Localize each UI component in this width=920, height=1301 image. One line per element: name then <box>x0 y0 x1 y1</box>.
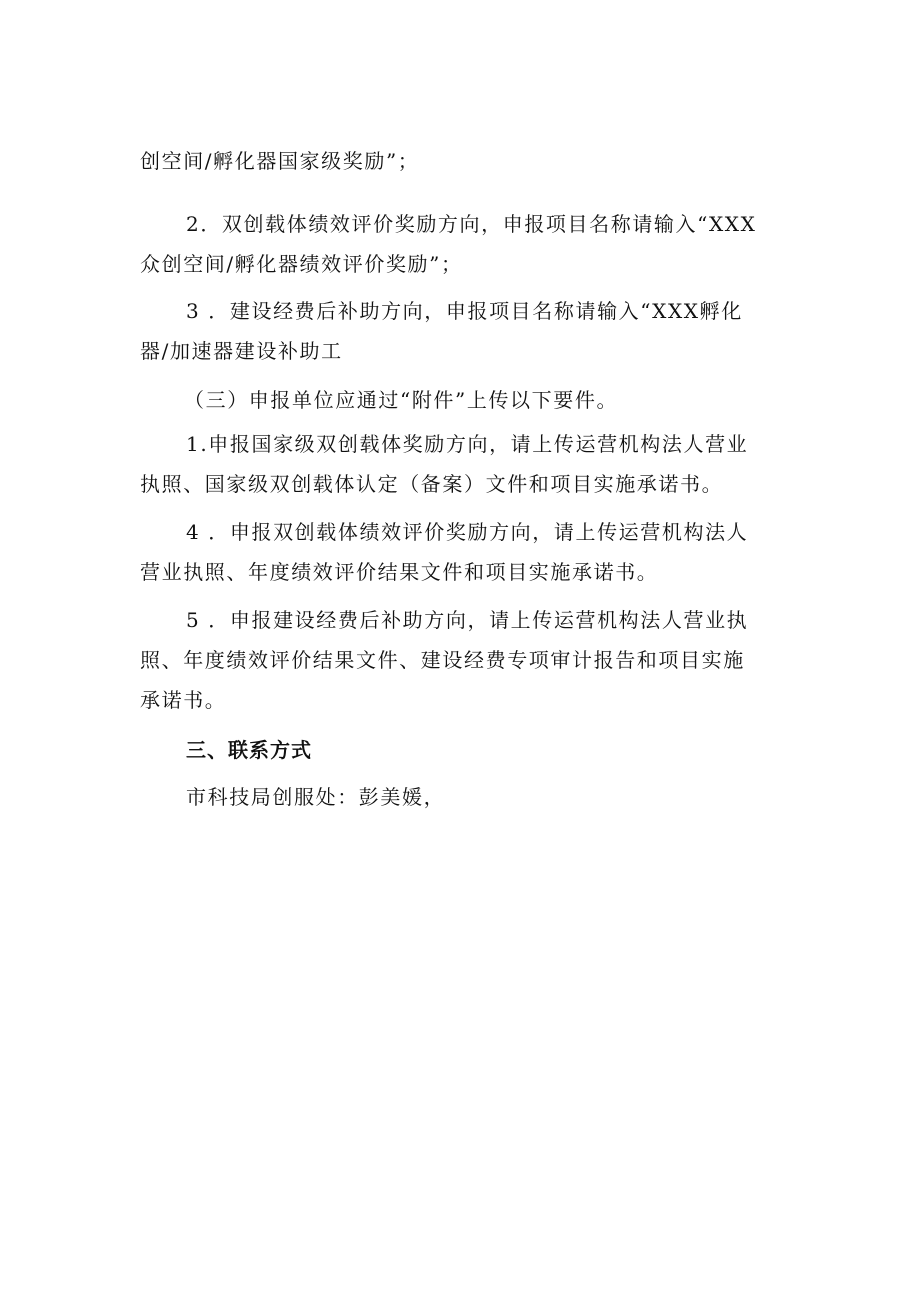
heading-text: 三、联系方式 <box>186 738 312 762</box>
paragraph-contact-person <box>140 777 790 817</box>
text-line: 营业执照、年度绩效评价结果文件和项目实施承诺书。 <box>140 560 659 584</box>
paragraph-attach-item-5 <box>140 600 790 720</box>
paragraph-attach-item-4 <box>140 512 790 592</box>
text-line: 4 ．申报双创载体绩效评价奖励方向，请上传运营机构法人 <box>186 520 749 544</box>
text-line: 1.申报国家级双创载体奖励方向，请上传运营机构法人营业 <box>186 432 749 456</box>
text-line: 3 ．建设经费后补助方向，申报项目名称请输入“XXX孵化 <box>186 299 743 323</box>
text-line: 照、年度绩效评价结果文件、建设经费专项审计报告和项目实施 <box>140 648 745 672</box>
text-line: 器/加速器建设补助工 <box>140 339 343 363</box>
text-line: 承诺书。 <box>140 688 227 712</box>
paragraph-attach-item-1 <box>140 424 790 504</box>
paragraph-item-2-performance <box>140 204 790 284</box>
text-line: 众创空间/孵化器绩效评价奖励”； <box>140 252 463 276</box>
paragraph-item-3-construction <box>140 291 790 371</box>
text-line: 执照、国家级双创载体认定（备案）文件和项目实施承诺书。 <box>140 472 724 496</box>
text-line: 市科技局创服处：彭美媛， <box>186 785 446 809</box>
paragraph-section-3-attachments <box>140 380 790 420</box>
text-line: 2．双创载体绩效评价奖励方向，申报项目名称请输入“XXX <box>186 212 757 236</box>
text-line: 5 ．申报建设经费后补助方向，请上传运营机构法人营业执 <box>186 608 749 632</box>
paragraph-award-national-tail <box>140 141 790 181</box>
text-line: 创空间/孵化器国家级奖励”； <box>140 149 420 173</box>
section-heading-contact <box>140 730 790 770</box>
section-heading-attachments: （三）申报单位应通过“附件”上传以下要件。 <box>184 388 619 412</box>
